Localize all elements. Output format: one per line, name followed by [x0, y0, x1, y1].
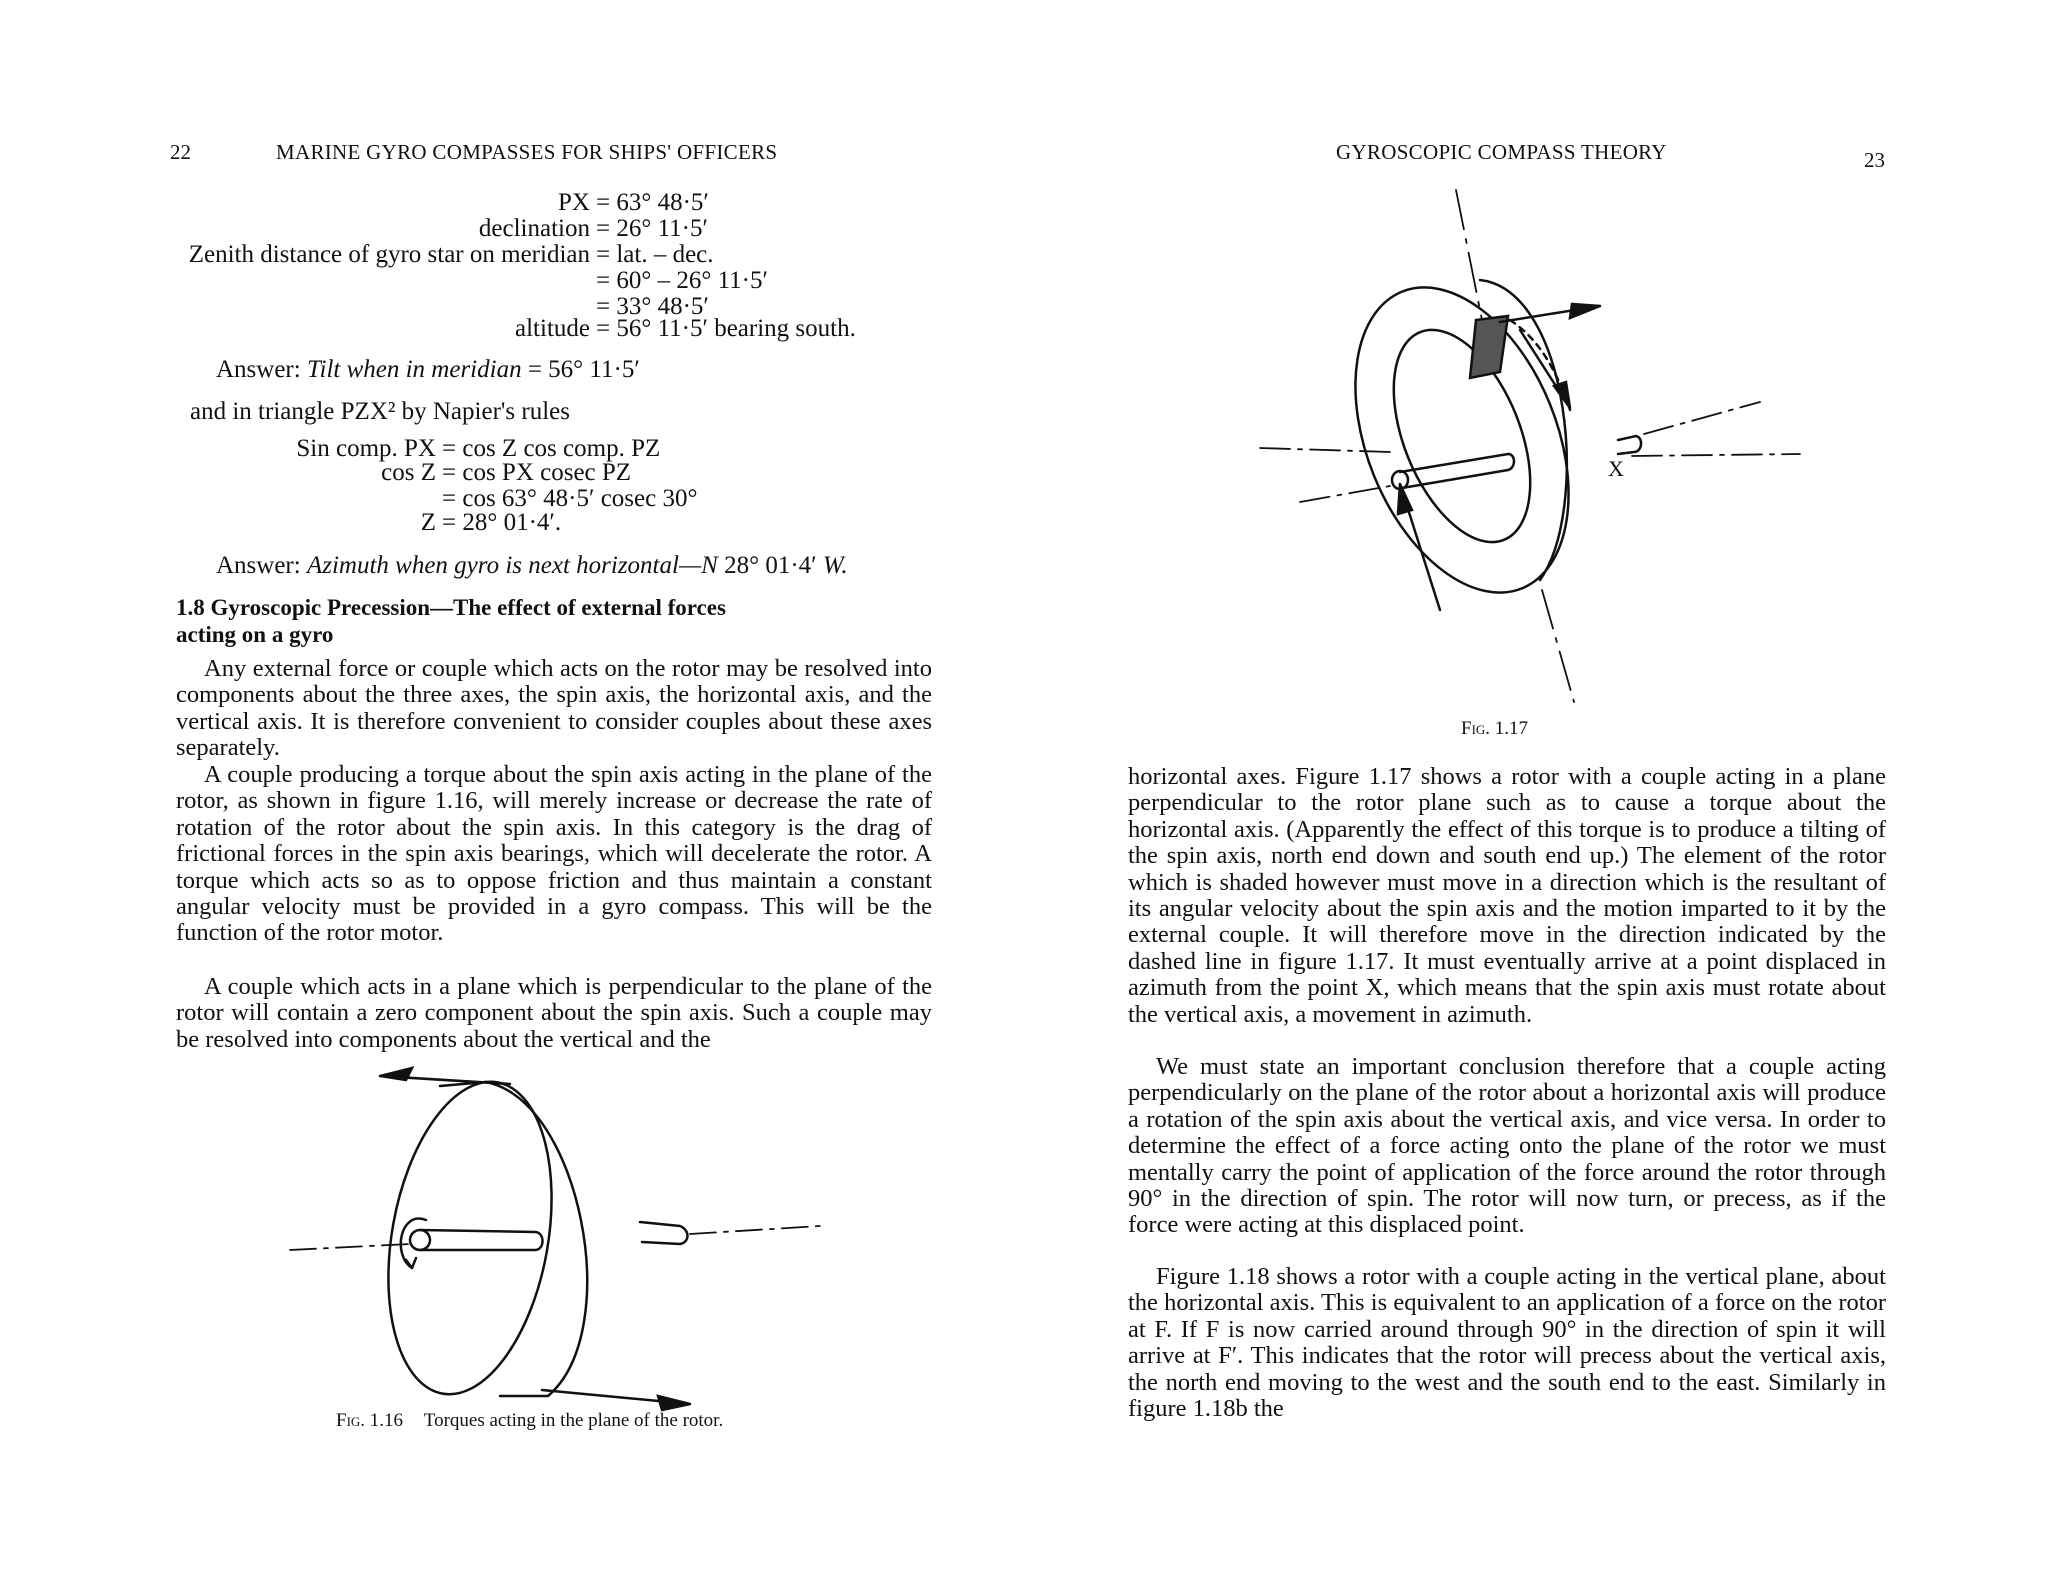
napier-rhs-0: = cos Z cos comp. PZ — [442, 435, 661, 462]
point-x-label: X — [1608, 456, 1624, 481]
figure-1-16-caption — [336, 1410, 723, 1432]
calc-lhs-0: PX — [558, 189, 590, 216]
calc-rhs-4: = 33° 48·5′ — [596, 293, 709, 320]
napier-lhs-1: cos Z — [381, 459, 436, 486]
right-page — [1024, 0, 2048, 1571]
napier-lhs-0: Sin comp. PX — [296, 435, 436, 462]
running-head-left: MARINE GYRO COMPASSES FOR SHIPS' OFFICERS — [276, 140, 778, 164]
answer-label: Answer: — [216, 356, 301, 383]
page-number-left: 22 — [170, 140, 191, 164]
napier-lhs-3: Z — [420, 509, 436, 536]
calc-rhs-5: = 56° 11·5′ bearing south. — [596, 315, 856, 342]
section-heading-line2: acting on a gyro — [176, 622, 334, 647]
figure-1-16-label: Fig. 1.16 — [336, 1410, 404, 1431]
answer-italic: Tilt when in meridian — [306, 356, 522, 383]
horizontal-axis-right — [1632, 454, 1800, 456]
napier-rhs-2: = cos 63° 48·5′ cosec 30° — [442, 485, 698, 512]
right-paragraph-3: Figure 1.18 shows a rotor with a couple acting in the vertical plane, about the horizontal axis. This is equivalent to an application of a force on the rotor at F. If F is now carried around through 90° in the direction of spin it will arrive at F′. This indicates that the rotor will precess about the vertical axis, the north end moving to the west and the south end to the east. Similarly in figure 1.18b the — [1128, 1263, 1886, 1423]
rotation-arrow — [401, 1219, 426, 1268]
figure-1-17-label: Fig. 1.17 — [1461, 718, 1529, 739]
calc-rhs-0: = 63° 48·5′ — [596, 189, 709, 216]
left-paragraph-3: A couple which acts in a plane which is perpendicular to the plane of the rotor will contain a zero component about the spin axis. Such a couple may be resolved into components about the vertical and the — [176, 973, 932, 1053]
calc-rhs-2: = lat. – dec. — [596, 241, 714, 268]
section-heading — [176, 594, 936, 648]
answer-tilt — [216, 356, 640, 384]
horizontal-axis-right-upper — [1644, 402, 1760, 434]
running-head-right: GYROSCOPIC COMPASS THEORY — [1336, 140, 1667, 164]
right-paragraph-1: horizontal axes. Figure 1.17 shows a rotor with a couple acting in a plane perpendicular to the rotor plane such as to cause a torque about the horizontal axis. (Apparently the effect of this torque is to produce a tilting of the spin axis, north end down and south end up.) The element of the rotor which is shaded however must move in a direction which is the resultant of its angular velocity about the spin axis and the motion imparted to it by the external couple. It will therefore move in the direction indicated by the dashed line in figure 1.17. It must eventually arrive at a point displaced in azimuth from the point X, which means that the spin axis must rotate about the vertical axis, a movement in azimuth. — [1128, 763, 1886, 1028]
section-heading-line1: 1.8 Gyroscopic Precession—The effect of external forces — [176, 595, 726, 620]
horizontal-axis-left-lower — [1300, 486, 1390, 502]
calc-lhs-2: Zenith distance of gyro star on meridian — [188, 241, 590, 268]
shaft-right — [1618, 436, 1641, 454]
shaft-end-left — [410, 1230, 430, 1250]
rotor-rim-back — [486, 1082, 587, 1396]
figure-1-16-text: Torques acting in the plane of the rotor. — [423, 1410, 724, 1431]
shaded-element — [1470, 316, 1508, 378]
answer-azimuth — [216, 552, 848, 580]
calc-lhs-1: declination — [478, 215, 590, 242]
napier-rhs-1: = cos PX cosec PZ — [442, 459, 632, 486]
answer2-italic: Azimuth when gyro is next horizontal—N — [306, 552, 718, 579]
calc-lhs-5: altitude — [515, 315, 590, 342]
answer2-value: 28° 01·4′ — [717, 552, 817, 579]
answer2-label: Answer: — [216, 552, 301, 579]
spin-axis-right — [690, 1226, 820, 1234]
shaft — [1400, 454, 1514, 488]
answer-value: = 56° 11·5′ — [521, 356, 640, 383]
napier-intro: and in triangle PZX² by Napier's rules — [190, 398, 570, 425]
figure-1-16 — [280, 1080, 840, 1400]
shaft-right — [640, 1222, 688, 1244]
shaft-left — [420, 1230, 543, 1250]
rotor-inner — [1366, 310, 1557, 561]
spin-axis-left — [290, 1244, 410, 1250]
left-paragraph-2: A couple producing a torque about the spin axis acting in the plane of the rotor, as shown in figure 1.16, will merely increase or decrease the rate of rotation of the rotor about the spin axis. In this category is the drag of frictional forces in the spin axis bearings, which will decelerate the rotor. A torque which acts so as to oppose friction and thus maintain a constant angular velocity must be provided in a gyro compass. This will be the function of the rotor motor. — [176, 761, 932, 947]
vertical-axis-bottom — [1542, 590, 1574, 702]
answer2-tail: W. — [816, 552, 848, 579]
left-paragraph-1: Any external force or couple which acts on the rotor may be resolved into components about the three axes, the spin axis, the horizontal axis, and the vertical axis. It is therefore convenient to consider couples about these axes separately. — [176, 655, 932, 762]
calc-rhs-3: = 60° – 26° 11·5′ — [596, 267, 768, 294]
figure-1-17-caption — [1461, 718, 1528, 740]
page-number-right: 23 — [1864, 148, 1885, 172]
horizontal-axis-left — [1260, 448, 1390, 452]
figure-1-17 — [1240, 190, 1820, 710]
napier-rhs-3: = 28° 01·4′. — [442, 509, 562, 536]
calc-rhs-1: = 26° 11·5′ — [596, 215, 708, 242]
right-paragraph-2: We must state an important conclusion therefore that a couple acting perpendicularly on the plane of the rotor about a horizontal axis will produce a rotation of the spin axis about the vertical axis, and vice versa. In order to determine the effect of a force acting onto the plane of the rotor we must mentally carry the point of application of the force around the rotor through 90° in the direction of spin. The rotor will now turn, or precess, as if the force were acting at this displaced point. — [1128, 1053, 1886, 1239]
